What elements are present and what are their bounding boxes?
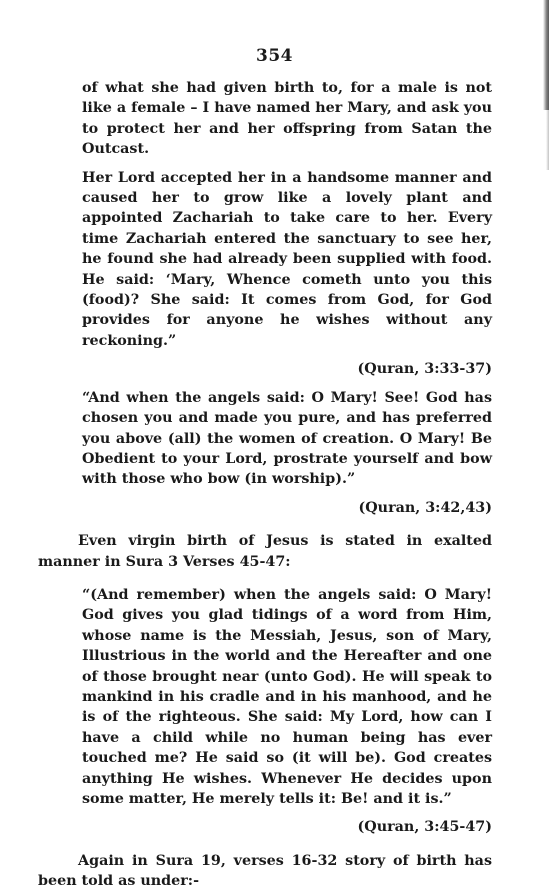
citation-quran-3-33-37: (Quran, 3:33-37) — [357, 361, 492, 378]
quote-paragraph-zachariah: Her Lord accepted her in a handsome manner and caused her to grow like a lovely plant and appointed Zachariah to take care to her. Every time Zachariah entered the sanctuary to see her, he found she had already been supplied with food. He said: ‘Mary, Whence cometh unto you this (food)? She said: It comes from God, for God provides for anyone he wishes without any reckoning.” — [82, 169, 492, 349]
quote-paragraph-glad-tidings: “(And remember) when the angels said: O Mary! God gives you glad tidings of a word from Him, whose name is the Messiah, Jesus, son of Mary, Illustrious in the world and the Hereafter and one of those brought near (unto God). He will speak to mankind in his cradle and in his manhood, and he is of the righteous. She said: My Lord, how can I have a child while no human being has ever touched me? He said so (it will be). God creates anything He wishes. Whenever He decides upon some matter, He merely tells it: Be! and it is.” — [82, 586, 492, 807]
citation-quran-3-42-43: (Quran, 3:42,43) — [358, 499, 492, 516]
body-paragraph-sura-19: Again in Sura 19, verses 16-32 story of birth has been told as under:- — [38, 852, 492, 890]
page-number: 354 — [256, 46, 293, 66]
body-paragraph-virgin-birth: Even virgin birth of Jesus is stated in exalted manner in Sura 3 Verses 45-47: — [38, 533, 492, 570]
page-content — [0, 78, 549, 892]
quote-paragraph-continuation: of what she had given birth to, for a male is not like a female – I have named her Mary, and ask you to protect her and her offspring from Satan the Outcast. — [82, 80, 492, 158]
citation-quran-3-45-47: (Quran, 3:45-47) — [357, 819, 492, 836]
quote-paragraph-angels: “And when the angels said: O Mary! See! God has chosen you and made you pure, and has preferred you above (all) the women of creation. O Mary! Be Obedient to your Lord, prostrate yourself and bow with those who bow (in worship).” — [82, 389, 492, 488]
